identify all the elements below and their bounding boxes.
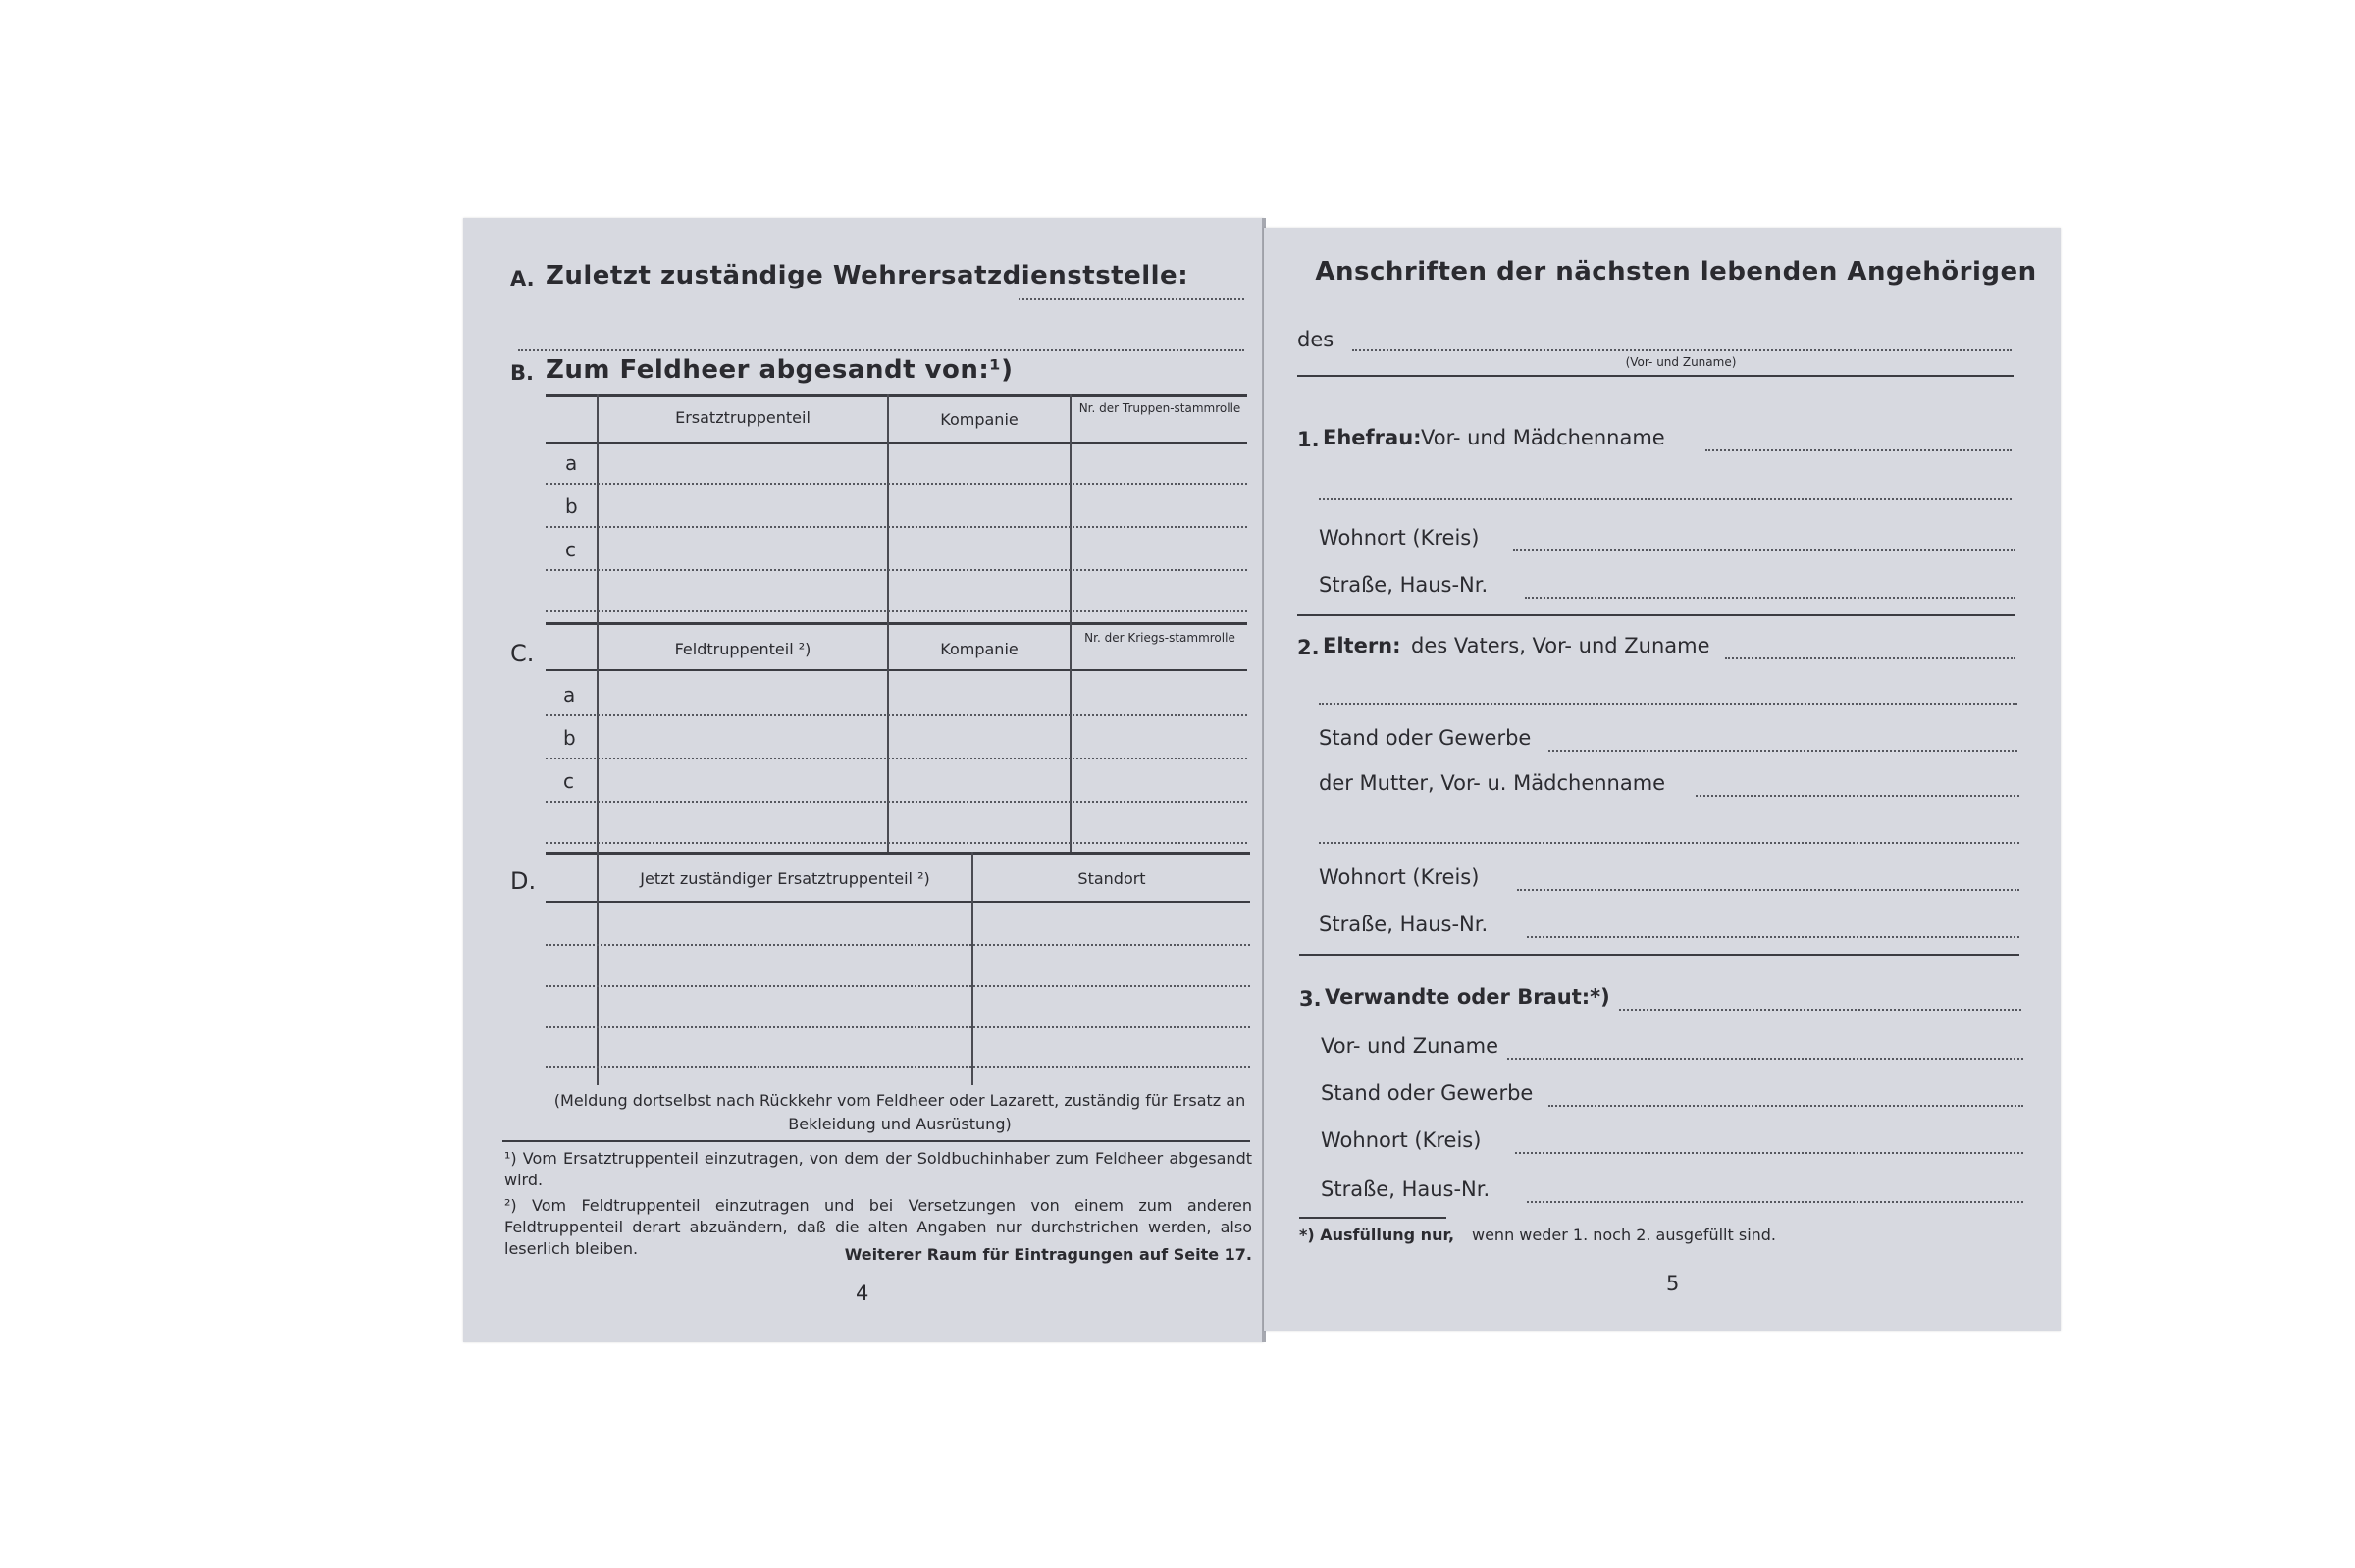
table-c-divider [887,622,889,852]
des-fill-line [1352,349,2012,351]
section-3-wohnort-label: Wohnort (Kreis) [1321,1128,1482,1152]
table-c-divider [1070,622,1072,852]
section-2-vater-label: des Vaters, Vor- und Zuname [1411,634,1710,657]
section-3-stand-line [1548,1105,2023,1107]
table-c-top-rule [546,622,1247,625]
section-1-name-line-2 [1319,498,2012,500]
section-1-rule [1297,614,2015,616]
table-c-col-stammrolle: Nr. der Kriegs-stammrolle [1084,631,1235,645]
section-1-name-line-1 [1705,449,2012,451]
further-space-note: Weiterer Raum für Eintragungen auf Seite 17. [844,1245,1252,1264]
section-3-strasse-label: Straße, Haus-Nr. [1321,1177,1491,1201]
right-footnote-bold: *) Ausfüllung nur, [1299,1226,1455,1244]
section-2-strasse-label: Straße, Haus-Nr. [1319,913,1489,936]
table-c-row-line [546,758,1247,759]
table-d-col-standort: Standort [1077,869,1146,888]
section-2-mutter-line-1 [1696,795,2019,797]
table-d-row-line [546,944,1250,946]
section-2-vater-line-2 [1319,703,2017,705]
table-c-col-kompanie: Kompanie [940,640,1019,658]
section-3-wohnort-line [1515,1152,2023,1154]
section-b-letter: B. [510,361,534,385]
section-2-mutter-label: der Mutter, Vor- u. Mädchenname [1319,771,1666,795]
open-booklet [463,218,2061,1342]
table-c-row-line [546,714,1247,716]
table-b-row-c: c [565,538,576,561]
footnote-2: ²) Vom Feldtruppenteil einzutragen und bei Versetzungen von einem zum anderen Feldtruppenteil derart abzuändern, daß die alten Angaben nur durchstrichen werden, also leserlich bleiben. [504,1196,1252,1258]
section-2-wohnort-line [1517,889,2019,891]
table-b-row-b: b [565,495,578,518]
section-3-name-line [1507,1058,2023,1060]
table-b-row-a: a [565,451,578,475]
section-1-strasse-label: Straße, Haus-Nr. [1319,573,1489,597]
table-b-row-line [546,569,1247,571]
section-1-wohnort-label: Wohnort (Kreis) [1319,526,1480,549]
section-1-title: Ehefrau: [1323,426,1422,449]
section-c-letter: C. [510,640,535,667]
section-a-fill-line-2 [518,349,1244,351]
des-rule [1297,375,2014,377]
section-3-strasse-line [1527,1201,2023,1203]
section-1-strasse-line [1525,597,2015,599]
table-c-row-c: c [563,769,574,793]
table-b-row-line [546,483,1247,485]
table-b-top-rule [546,394,1247,397]
table-d-header-rule [546,901,1250,903]
section-2-mutter-line-2 [1319,842,2019,844]
table-b-header-rule [546,442,1247,444]
table-d-divider [597,852,599,1085]
table-d-divider [971,852,973,1085]
table-b-divider [597,394,599,622]
section-2-wohnort-label: Wohnort (Kreis) [1319,865,1480,889]
section-3-stand-label: Stand oder Gewerbe [1321,1081,1534,1105]
table-c-row-b: b [563,726,576,750]
section-2-strasse-line [1527,936,2019,938]
table-c-header-rule [546,669,1247,671]
page-number-right: 5 [1666,1272,1680,1295]
section-a-title: Zuletzt zuständige Wehrersatzdienststelle: [546,261,1189,290]
section-2-stand-label: Stand oder Gewerbe [1319,726,1532,750]
section-3-title: Verwandte oder Braut:*) [1325,985,1610,1009]
des-caption: (Vor- und Zuname) [1625,355,1737,369]
section-3-name-label: Vor- und Zuname [1321,1034,1499,1058]
section-1-number: 1. [1297,428,1320,451]
section-3-number: 3. [1299,987,1322,1011]
section-d-letter: D. [510,867,537,895]
footnote-rule-right [1299,1217,1446,1219]
table-b-row-line [546,610,1247,612]
table-d-row-line [546,1026,1250,1028]
right-page [1264,228,2061,1331]
section-3-title-line [1619,1009,2021,1011]
table-b-col-stammrolle: Nr. der Truppen-stammrolle [1078,401,1241,415]
table-d-col-ersatztruppenteil: Jetzt zuständiger Ersatztruppenteil ²) [640,869,930,888]
table-b-col-ersatztruppenteil: Ersatztruppenteil [675,408,811,427]
table-c-row-a: a [563,683,576,706]
table-c-divider [597,622,599,852]
section-2-rule [1299,954,2019,956]
table-d-top-rule [546,852,1250,855]
table-c-row-line [546,801,1247,803]
table-d-row-line [546,1066,1250,1068]
section-2-vater-line-1 [1725,657,2015,659]
table-b-col-kompanie: Kompanie [940,410,1019,429]
table-b-divider [887,394,889,622]
table-d-row-line [546,985,1250,987]
section-a-fill-line-1 [1019,298,1244,300]
table-b-divider [1070,394,1072,622]
left-page [463,218,1264,1342]
table-c-col-feldtruppenteil: Feldtruppenteil ²) [674,640,811,658]
section-1-field-name: Vor- und Mädchenname [1421,426,1665,449]
section-a-letter: A. [510,267,535,290]
section-2-stand-line [1548,750,2017,752]
table-c-row-line [546,842,1247,844]
section-2-number: 2. [1297,636,1320,659]
footnote-rule [502,1140,1250,1142]
section-1-wohnort-line [1513,549,2015,551]
footnote-1: ¹) Vom Ersatztruppenteil einzutragen, von dem der Soldbuchinhaber zum Feldheer abgesandt wird. [504,1149,1252,1189]
right-page-title: Anschriften der nächsten lebenden Angehörigen [1315,257,2037,287]
des-label: des [1297,328,1334,351]
section-2-title: Eltern: [1323,634,1401,657]
section-d-note: (Meldung dortselbst nach Rückkehr vom Feldheer oder Lazarett, zuständig für Ersatz an Bekleidung und Ausrüstung) [553,1091,1246,1133]
right-footnote-rest: wenn weder 1. noch 2. ausgefüllt sind. [1472,1226,1777,1244]
table-b-row-line [546,526,1247,528]
page-number-left: 4 [856,1281,869,1305]
section-b-title: Zum Feldheer abgesandt von:¹) [546,355,1014,385]
